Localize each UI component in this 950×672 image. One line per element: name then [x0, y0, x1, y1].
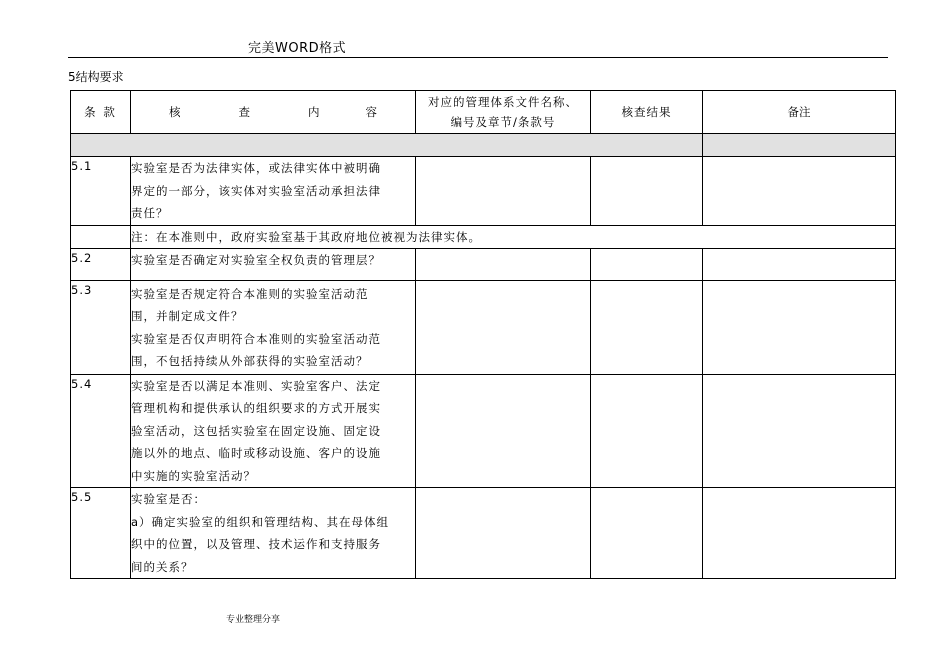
content-cell: [131, 488, 416, 579]
header-clause: 条 款: [71, 91, 131, 134]
page-header-title: 完美WORD格式: [248, 41, 347, 56]
clause-number: 5.3: [71, 280, 131, 374]
content-line: 实验室是否：: [131, 492, 206, 506]
content-line: 实验室是否以满足本准则、实验室客户、法定: [131, 378, 381, 393]
content-cell: [131, 157, 416, 226]
content-line: 界定的一部分，该实体对实验室活动承担法律: [131, 183, 381, 198]
header-content: [131, 91, 416, 134]
header-document: [416, 91, 591, 134]
content-cell: [131, 248, 416, 280]
document-cell[interactable]: [416, 488, 591, 579]
table-row: [71, 248, 896, 280]
content-line: 围，并制定成文件？: [131, 309, 244, 323]
remark-cell[interactable]: [703, 488, 896, 579]
header-remark: 备注: [703, 91, 896, 134]
note-row: [71, 225, 896, 248]
header-content-char: 容: [365, 105, 377, 119]
table-row: [71, 488, 896, 579]
table-header-row: [71, 91, 896, 134]
remark-cell[interactable]: [703, 280, 896, 374]
document-cell[interactable]: [416, 248, 591, 280]
content-cell: [131, 374, 416, 488]
header-result: 核查结果: [591, 91, 703, 134]
content-line: 实验室是否规定符合本准则的实验室活动范: [131, 286, 369, 301]
document-cell[interactable]: [416, 280, 591, 374]
table-row: [71, 374, 896, 488]
note-cell: 注：在本准则中，政府实验室基于其政府地位被视为法律实体。: [131, 225, 896, 248]
content-line: 织中的位置，以及管理、技术运作和支持服务: [131, 537, 381, 551]
section-band-row: [71, 134, 896, 157]
section-title: 5结构要求: [68, 70, 124, 84]
content-line: 实验室是否仅声明符合本准则的实验室活动范: [131, 331, 381, 346]
remark-cell[interactable]: [703, 248, 896, 280]
table-row: [71, 280, 896, 374]
clause-number: 5.2: [71, 248, 131, 280]
content-line: 责任？: [131, 206, 169, 220]
content-line: 管理机构和提供承认的组织要求的方式开展实: [131, 401, 381, 415]
result-cell[interactable]: [591, 280, 703, 374]
remark-cell[interactable]: [703, 157, 896, 226]
header-document-line: 编号及章节/条款号: [450, 115, 556, 129]
header-content-char: 内: [308, 105, 320, 119]
remark-cell[interactable]: [703, 374, 896, 488]
header-content-char: 核: [169, 105, 181, 119]
result-cell[interactable]: [591, 248, 703, 280]
clause-number: 5.1: [71, 157, 131, 226]
content-line: 实验室是否确定对实验室全权负责的管理层？: [131, 252, 381, 267]
content-line: a）确定实验室的组织和管理结构、其在母体组: [131, 514, 390, 529]
clause-number: 5.5: [71, 488, 131, 579]
header-content-char: 查: [238, 105, 250, 119]
content-line: 中实施的实验室活动？: [131, 468, 256, 483]
checklist-table: [70, 90, 896, 579]
content-line: 间的关系？: [131, 559, 194, 574]
table-row: [71, 157, 896, 226]
document-cell[interactable]: [416, 157, 591, 226]
content-line: 围，不包括持续从外部获得的实验室活动？: [131, 354, 369, 368]
page-footer: 专业整理分享: [226, 615, 281, 625]
content-line: 实验室是否为法律实体，或法律实体中被明确: [131, 161, 381, 175]
clause-number: 5.4: [71, 374, 131, 488]
content-cell: [131, 280, 416, 374]
result-cell[interactable]: [591, 157, 703, 226]
section-band-cell: [703, 134, 896, 157]
section-band-cell: [71, 134, 703, 157]
header-document-line: 对应的管理体系文件名称、: [428, 95, 578, 109]
note-empty-cell: [71, 225, 131, 248]
content-line: 施以外的地点、临时或移动设施、客户的设施: [131, 446, 381, 460]
content-line: 验室活动，这包括实验室在固定设施、固定设: [131, 423, 381, 438]
result-cell[interactable]: [591, 488, 703, 579]
header-rule: [68, 57, 888, 58]
document-cell[interactable]: [416, 374, 591, 488]
result-cell[interactable]: [591, 374, 703, 488]
